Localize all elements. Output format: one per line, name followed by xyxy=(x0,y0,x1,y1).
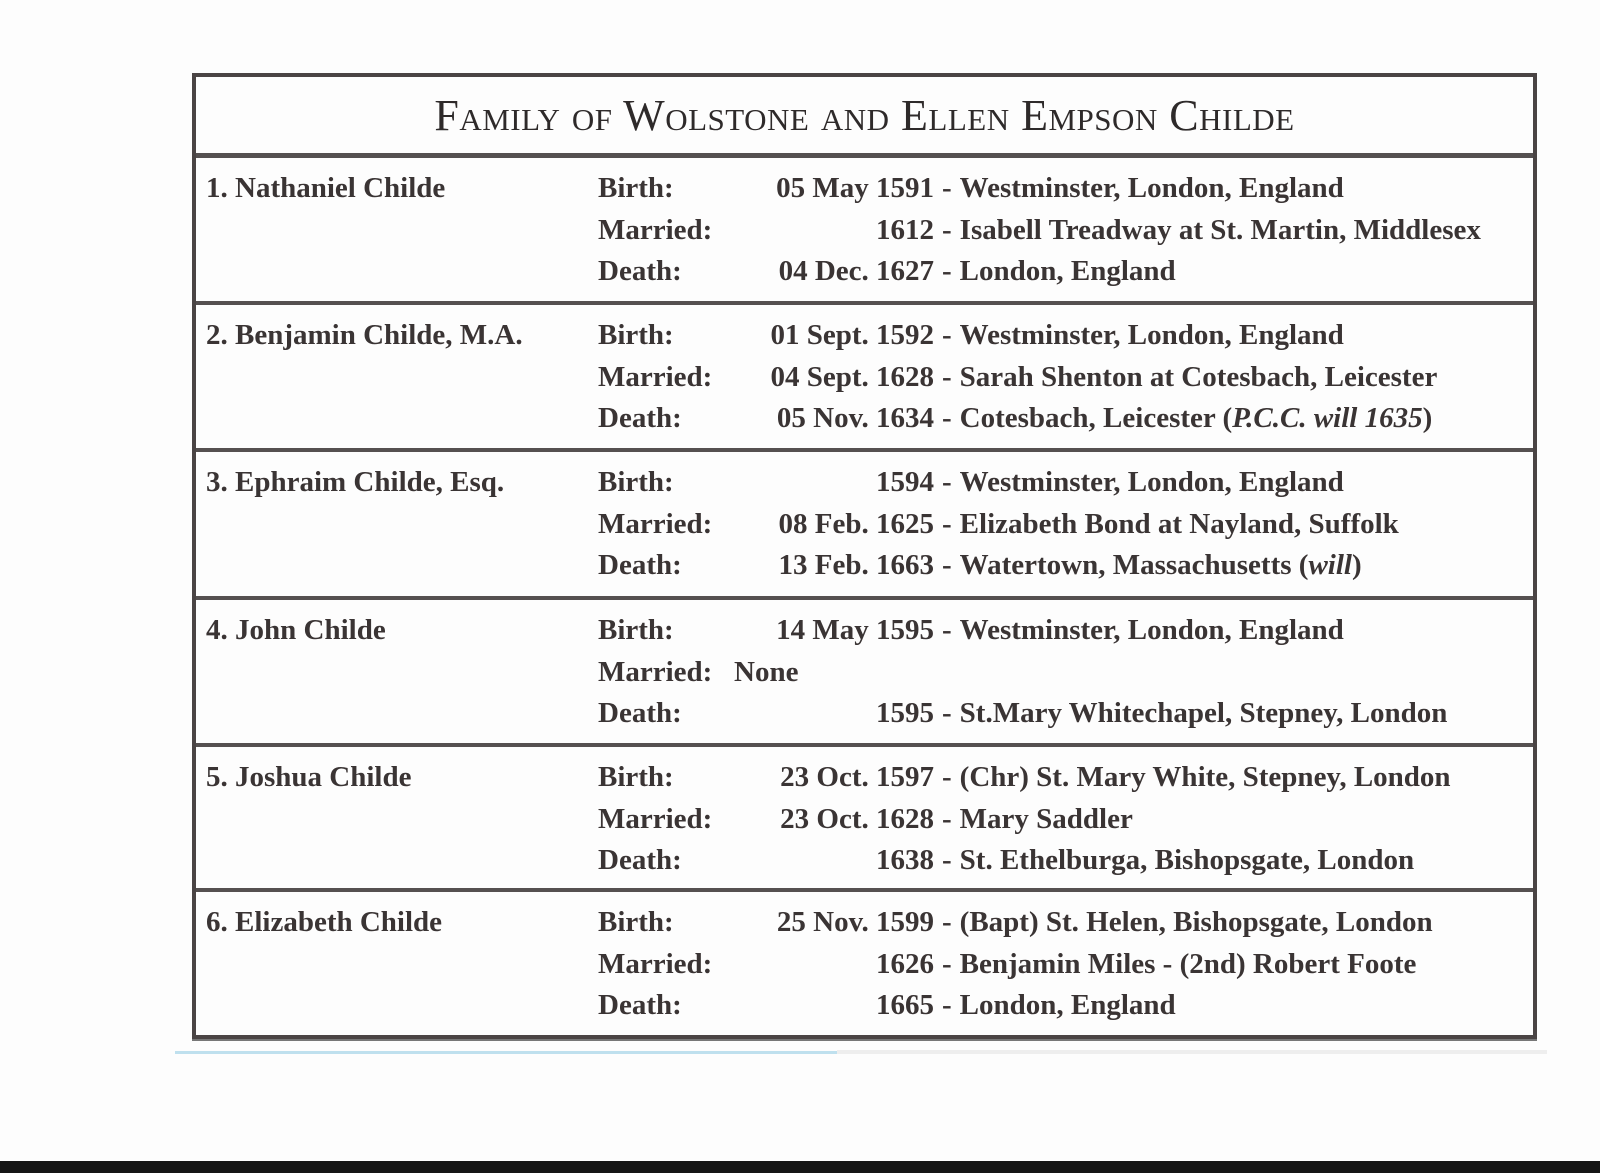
child-row xyxy=(196,452,1533,600)
birth-date: 1594 xyxy=(876,466,934,498)
death-label: Death: xyxy=(598,402,682,434)
separator: - xyxy=(942,802,952,835)
married-event xyxy=(598,214,1481,256)
child-row xyxy=(196,158,1533,305)
separator: - xyxy=(942,614,952,646)
death-event xyxy=(598,844,1451,886)
child-name: 5. Joshua Childe xyxy=(206,761,412,793)
death-event xyxy=(598,255,1481,297)
married-label: Married: xyxy=(598,655,713,688)
child-rows xyxy=(196,158,1533,1036)
birth-label: Birth: xyxy=(598,761,674,793)
death-event xyxy=(598,402,1437,444)
table-title: Family of Wolstone and Ellen Empson Childe xyxy=(196,77,1533,158)
birth-label: Birth: xyxy=(598,906,674,938)
married-label: Married: xyxy=(598,507,713,540)
separator: - xyxy=(942,844,952,876)
separator: - xyxy=(942,360,952,393)
birth-place: Westminster, London, England xyxy=(959,172,1344,204)
separator: - xyxy=(942,172,952,204)
birth-date: 14 May 1595 xyxy=(776,614,934,646)
birth-place: Westminster, London, England xyxy=(959,466,1344,498)
birth-date: 25 Nov. 1599 xyxy=(776,906,934,938)
life-events xyxy=(598,614,1447,739)
married-place: Benjamin Miles - (2nd) Robert Foote xyxy=(959,947,1417,980)
birth-date: 01 Sept. 1592 xyxy=(770,319,934,351)
married-event xyxy=(598,948,1433,990)
life-events xyxy=(598,466,1399,591)
separator: - xyxy=(942,989,952,1021)
death-date: 05 Nov. 1634 xyxy=(776,402,934,434)
birth-label: Birth: xyxy=(598,172,674,204)
death-place: St.Mary Whitechapel, Stepney, London xyxy=(959,697,1448,729)
birth-event xyxy=(598,614,1447,656)
child-row xyxy=(196,305,1533,452)
married-event xyxy=(598,361,1437,403)
birth-event xyxy=(598,466,1399,508)
birth-event xyxy=(598,172,1481,214)
birth-event xyxy=(598,761,1451,803)
death-date: 13 Feb. 1663 xyxy=(778,549,934,581)
married-label: Married: xyxy=(598,360,713,393)
child-name: 1. Nathaniel Childe xyxy=(206,172,446,204)
separator: - xyxy=(942,466,952,498)
death-date: 1665 xyxy=(876,989,934,1021)
death-label: Death: xyxy=(598,989,682,1021)
birth-label: Birth: xyxy=(598,614,674,646)
married-date: 1626 xyxy=(876,947,934,980)
married-date: None xyxy=(734,655,799,688)
married-place: Sarah Shenton at Cotesbach, Leicester xyxy=(959,360,1438,393)
birth-label: Birth: xyxy=(598,319,674,351)
death-place: London, England xyxy=(959,255,1176,287)
married-date: 1612 xyxy=(876,213,934,246)
child-name: 4. John Childe xyxy=(206,614,386,646)
scan-artifact-line xyxy=(175,1051,837,1054)
death-note-close: ) xyxy=(1422,402,1433,434)
death-note-close: ) xyxy=(1351,549,1362,581)
birth-date: 23 Oct. 1597 xyxy=(780,761,934,793)
scan-shadow-line xyxy=(837,1050,1547,1054)
separator: - xyxy=(942,319,952,351)
separator: - xyxy=(942,213,952,246)
life-events xyxy=(598,319,1437,444)
death-place: Cotesbach, Leicester ( xyxy=(959,402,1233,434)
family-table xyxy=(192,73,1537,1039)
separator: - xyxy=(942,697,952,729)
child-row xyxy=(196,600,1533,747)
death-date: 1638 xyxy=(876,844,934,876)
death-label: Death: xyxy=(598,697,682,729)
married-label: Married: xyxy=(598,213,713,246)
death-event xyxy=(598,989,1433,1031)
death-label: Death: xyxy=(598,549,682,581)
separator: - xyxy=(942,947,952,980)
child-name: 3. Ephraim Childe, Esq. xyxy=(206,466,505,498)
death-note: P.C.C. will 1635 xyxy=(1232,402,1423,434)
separator: - xyxy=(942,402,952,434)
death-place: St. Ethelburga, Bishopsgate, London xyxy=(959,844,1415,876)
death-date: 1595 xyxy=(876,697,934,729)
life-events xyxy=(598,761,1451,886)
birth-event xyxy=(598,906,1433,948)
birth-label: Birth: xyxy=(598,466,674,498)
birth-place: (Bapt) St. Helen, Bishopsgate, London xyxy=(959,906,1433,938)
death-place: London, England xyxy=(959,989,1176,1021)
separator: - xyxy=(942,906,952,938)
separator: - xyxy=(942,549,952,581)
married-place: Isabell Treadway at St. Martin, Middlesex xyxy=(959,213,1481,246)
married-date: 23 Oct. 1628 xyxy=(780,802,934,835)
death-label: Death: xyxy=(598,255,682,287)
death-event xyxy=(598,549,1399,591)
birth-date: 05 May 1591 xyxy=(776,172,934,204)
death-note: will xyxy=(1308,549,1352,581)
child-name: 2. Benjamin Childe, M.A. xyxy=(206,319,523,351)
married-date: 08 Feb. 1625 xyxy=(778,507,934,540)
birth-place: Westminster, London, England xyxy=(959,614,1344,646)
birth-place: (Chr) St. Mary White, Stepney, London xyxy=(959,761,1451,793)
married-date: 04 Sept. 1628 xyxy=(770,360,934,393)
separator: - xyxy=(942,507,952,540)
married-place: Mary Saddler xyxy=(959,802,1133,835)
child-name: 6. Elizabeth Childe xyxy=(206,906,443,938)
child-row xyxy=(196,747,1533,892)
married-label: Married: xyxy=(598,947,713,980)
death-date: 04 Dec. 1627 xyxy=(778,255,934,287)
separator: - xyxy=(942,761,952,793)
separator: - xyxy=(942,255,952,287)
married-event xyxy=(598,656,1447,698)
married-place: Elizabeth Bond at Nayland, Suffolk xyxy=(959,507,1399,540)
child-row xyxy=(196,892,1533,1036)
death-event xyxy=(598,697,1447,739)
death-place: Watertown, Massachusetts ( xyxy=(959,549,1309,581)
scan-edge-bar xyxy=(0,1161,1600,1173)
death-label: Death: xyxy=(598,844,682,876)
married-event xyxy=(598,803,1451,845)
birth-event xyxy=(598,319,1437,361)
married-label: Married: xyxy=(598,802,713,835)
life-events xyxy=(598,906,1433,1031)
life-events xyxy=(598,172,1481,297)
married-event xyxy=(598,508,1399,550)
birth-place: Westminster, London, England xyxy=(959,319,1344,351)
